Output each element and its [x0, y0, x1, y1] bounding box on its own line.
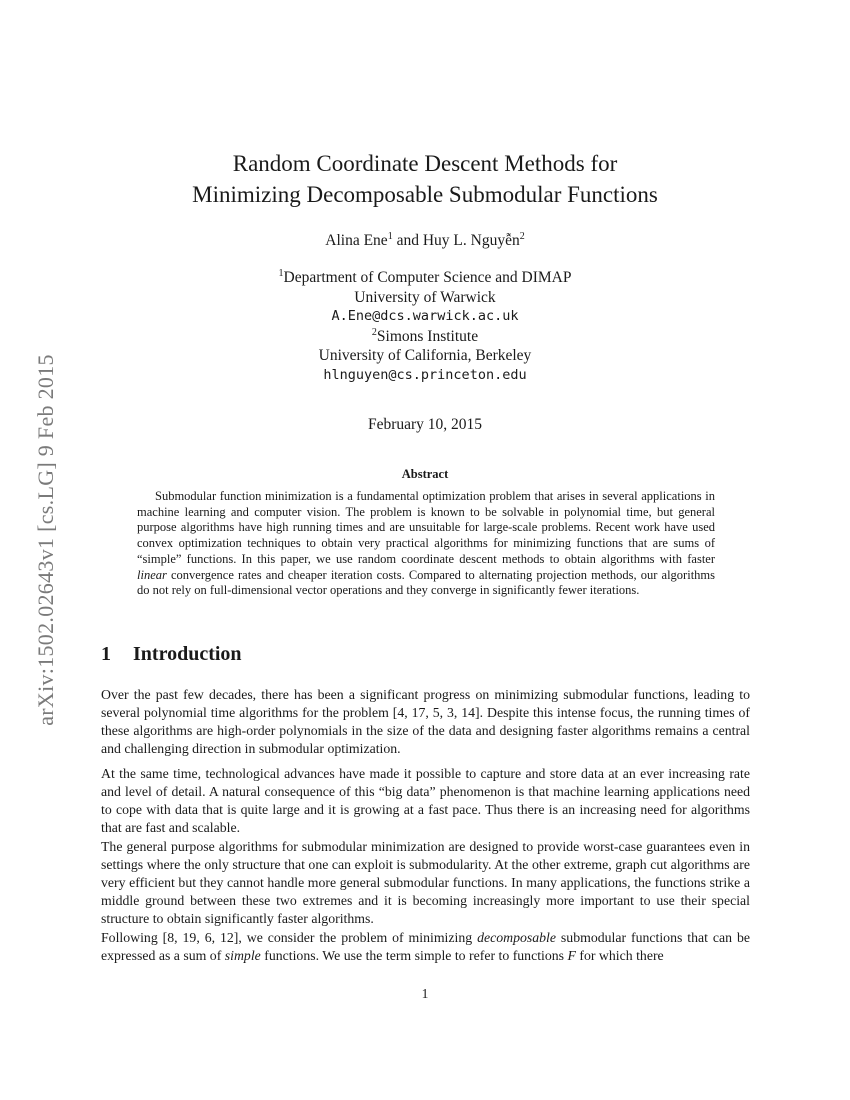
author-list — [100, 231, 750, 251]
paper-title — [100, 148, 750, 210]
affiliations — [100, 268, 750, 385]
author-1-name: Alina Ene — [325, 232, 388, 249]
abstract-heading: Abstract — [401, 467, 449, 481]
author-1-email[interactable]: A.Ene@dcs.warwick.ac.uk — [331, 308, 519, 324]
abstract-text-part-1: Submodular function minimization is a fundamental optimization problem that arises in several applications in machine learning and computer vision. The problem is known to be solvable in polynomial time, but general purpose algorithms have high running times and are unsuitable for large-scale problems. Recent work have used convex optimization techniques to obtain very practical algorithms for minimizing functions that are sums of “simple” functions. In this paper, we use random coordinate descent methods to obtain algorithms with faster — [137, 489, 715, 566]
title-line-2: Minimizing Decomposable Submodular Functions — [192, 182, 658, 207]
intro-p4-text-c: functions. We use the term simple to refer to functions — [260, 948, 568, 964]
affiliation-2-university: University of California, Berkeley — [318, 347, 532, 364]
arxiv-identifier-stamp: arXiv:1502.02643v1 [cs.LG] 9 Feb 2015 — [33, 354, 58, 726]
affiliation-2-mark: 2 — [371, 326, 377, 338]
affiliation-2-line — [100, 327, 750, 347]
affiliation-1-department: Department of Computer Science and DIMAP — [283, 269, 572, 286]
affiliation-1-university: University of Warwick — [354, 288, 496, 306]
affiliation-1-line — [100, 268, 750, 288]
abstract-text-part-2: convergence rates and cheaper iteration costs. Compared to alternating projection methods, our algorithms do not rely on full-dimensional vector operations and they converge in significantly fewer iterations. — [137, 567, 715, 598]
author-conjunction: and — [396, 232, 419, 249]
abstract-text — [137, 489, 715, 599]
author-2-affiliation-mark: 2 — [519, 231, 525, 242]
affiliation-1-mark: 1 — [278, 268, 284, 279]
intro-p4-text-d: for which there — [575, 948, 664, 964]
publication-date: February 10, 2015 — [367, 416, 483, 433]
affiliation-2-institute: Simons Institute — [376, 327, 479, 345]
author-1-affiliation-mark: 1 — [387, 231, 393, 242]
intro-p4-emphasis-simple: simple — [224, 948, 261, 964]
section-heading-introduction — [101, 643, 242, 666]
intro-p4-text-b: submodular functions that can be expressed as a sum of — [101, 930, 750, 964]
intro-p4-variable-f: F — [567, 948, 576, 964]
intro-p4-emphasis-decomposable: decomposable — [477, 930, 556, 945]
title-line-1: Random Coordinate Descent Methods for — [232, 151, 618, 176]
author-2-email[interactable]: hlnguyen@cs.princeton.edu — [323, 366, 527, 383]
intro-paragraph-3: The general purpose algorithms for submodular minimization are designed to provide worst-case guarantees even in settings where the only structure that one can exploit is submodularity. At the other extreme, graph cut algorithms are very efficient but they cannot handle more general submodular functions. In many applications, the functions strike a middle ground between these two extremes and it is becoming increasingly more important to use their special structure to obtain significantly faster algorithms. — [101, 839, 750, 927]
intro-paragraph-1: Over the past few decades, there has been a significant progress on minimizing submodular functions, leading to several polynomial time algorithms for the problem [4, 17, 5, 3, 14]. Despite this intense focus, the running times of these algorithms are high-order polynomials in the size of the data and designing faster algorithms remains a central and challenging direction in submodular optimization. — [101, 687, 750, 757]
section-number: 1 — [101, 643, 111, 665]
intro-paragraph-2: At the same time, technological advances have made it possible to capture and store data at an ever increasing rate and level of detail. A natural consequence of this “big data” phenomenon is that machine learning applications need to cope with data that is quite large and it is growing at a fast pace. Thus there is an increasing need for algorithms that are fast and scalable. — [101, 766, 750, 836]
page-number: 1 — [421, 986, 429, 1001]
intro-p4-text-a: Following [8, 19, 6, 12], we consider the problem of minimizing — [101, 930, 478, 945]
author-2-name: Huy L. Nguyễn — [422, 232, 520, 249]
intro-paragraph-4 — [101, 929, 750, 965]
abstract-emphasis: linear — [137, 567, 167, 582]
section-title: Introduction — [133, 643, 242, 665]
